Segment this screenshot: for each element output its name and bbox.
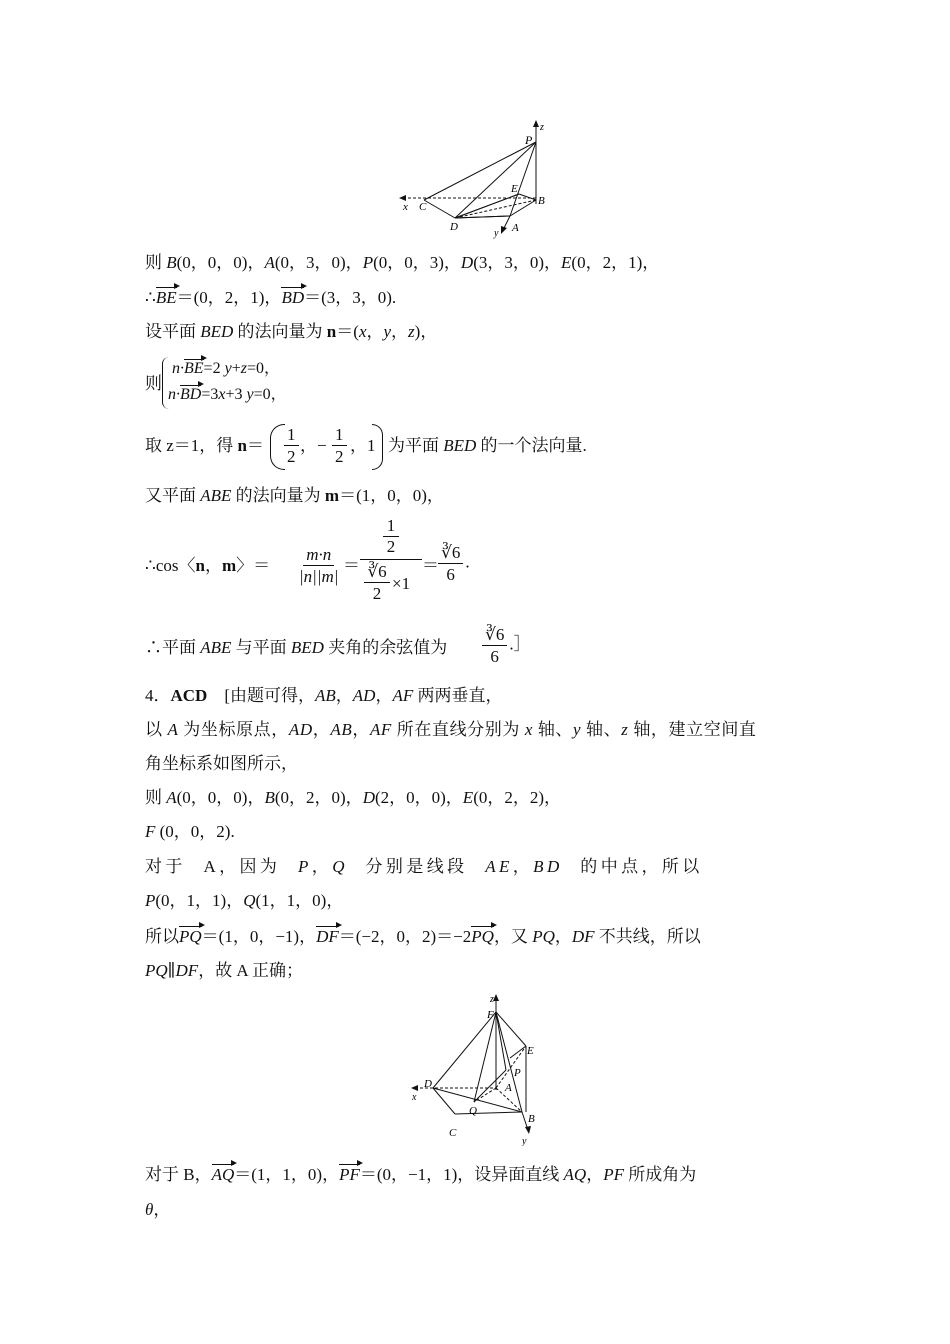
- vector-BE: BE: [156, 286, 177, 310]
- vector-line-2: ∴BE＝(0，2，1)，BD＝(3，3，0).: [145, 286, 396, 310]
- label-B: B: [538, 195, 545, 207]
- equation-row-1: n·BE=2 y+z=0，: [172, 358, 280, 380]
- equation-system-label: 则: [145, 374, 162, 393]
- normal-vector-line: 设平面 BED 的法向量为 n＝(x，y，z)，: [145, 322, 438, 341]
- paren-close: [372, 424, 383, 470]
- option-b-intro: 对于 B，AQ＝(1，1，0)，PF＝(0，−1，1)，设异面直线 AQ，PF 所成角为: [145, 1163, 696, 1187]
- label-E: E: [527, 1045, 534, 1057]
- label-z: z: [540, 122, 544, 133]
- option-a-conclusion: PQ∥DF，故 A 正确；: [145, 961, 304, 980]
- equals-1: ＝: [343, 556, 360, 575]
- coords-problem-4: 则 A(0，0，0)，B(0，2，0)，D(2，0，0)，E(0，2，2)，: [145, 788, 562, 807]
- label-C: C: [419, 201, 427, 213]
- label-P: P: [525, 133, 533, 147]
- coordinate-setup-cont: 角坐标系如图所示，: [145, 754, 298, 773]
- plane-abe-normal: 又平面 ABE 的法向量为 m＝(1，0，0)，: [145, 486, 444, 505]
- normal-vector-result: 取 z＝1，得 n＝: [145, 436, 265, 455]
- cosine-conclusion-value: $\frac{∛6}{6}$ .］: [480, 624, 531, 667]
- option-b-theta: θ，: [145, 1200, 171, 1219]
- label-x: x: [403, 201, 408, 213]
- normal-vector-conclusion: 为平面 BED 的一个法向量.: [388, 436, 587, 455]
- pyramid-figure-1: [395, 118, 555, 240]
- compound-fraction: 1 2 ∛6 2 ×1: [360, 516, 422, 608]
- component-one: ，1: [350, 436, 376, 455]
- fraction-neg-half: $\frac{1}{2}$: [330, 424, 349, 467]
- cosine-conclusion: ∴平面 ABE 与平面 BED 夹角的余弦值为: [145, 638, 448, 657]
- label-Q: Q: [469, 1105, 477, 1117]
- label-E: E: [511, 183, 518, 195]
- cosine-result: $\frac{∛6}{6}$ .: [436, 542, 470, 585]
- equals-2: ＝: [422, 556, 439, 575]
- label-A: A: [505, 1082, 512, 1094]
- label-x: x: [412, 1092, 417, 1103]
- cosine-fraction: $\frac{m\cdot n}{|n||m|}$: [299, 545, 339, 586]
- option-a-intro: 对于 A，因为 P，Q 分别是线段 AE，BD 的中点，所以: [145, 857, 703, 876]
- problem-4-header: 4．ACD [由题可得，AB，AD，AF 两两垂直，: [145, 686, 503, 705]
- label-B: B: [528, 1113, 535, 1125]
- label-A: A: [512, 222, 519, 234]
- label-C: C: [449, 1127, 457, 1139]
- coords-F: F (0，0，2).: [145, 822, 235, 841]
- midpoints-PQ: P(0，1，1)，Q(1，1，0)，: [145, 891, 344, 910]
- fraction-half: $\frac{1}{2}$: [282, 424, 301, 467]
- label-P: P: [514, 1067, 521, 1079]
- label-y: y: [522, 1136, 527, 1146]
- vectors-PQ-DF: 所以PQ＝(1，0，−1)，DF＝(−2，0，2)＝−2PQ，又 PQ，DF 不共线，所以: [145, 925, 701, 949]
- label-D: D: [450, 221, 458, 233]
- solid-figure-2: [407, 990, 557, 1146]
- vector-BD: BD: [281, 286, 304, 310]
- label-F: F: [487, 1009, 494, 1021]
- label-D: D: [424, 1078, 432, 1090]
- fraction-separator: ，−: [300, 436, 327, 455]
- coord-line-1: 则 B(0，0，0)，A(0，3，0)，P(0，0，3)，D(3，3，0)，E(0，2，1)，: [145, 253, 660, 272]
- cosine-formula-start: ∴cos〈n，m〉＝: [145, 556, 271, 575]
- label-z: z: [490, 994, 494, 1005]
- coordinate-setup: 以 A 为坐标原点，AD，AB，AF 所在直线分别为 x 轴、y 轴、z 轴，建立空间直: [145, 720, 757, 739]
- equation-row-2: n·BD=3x+3 y=0，: [168, 384, 287, 406]
- label-y: y: [494, 228, 499, 239]
